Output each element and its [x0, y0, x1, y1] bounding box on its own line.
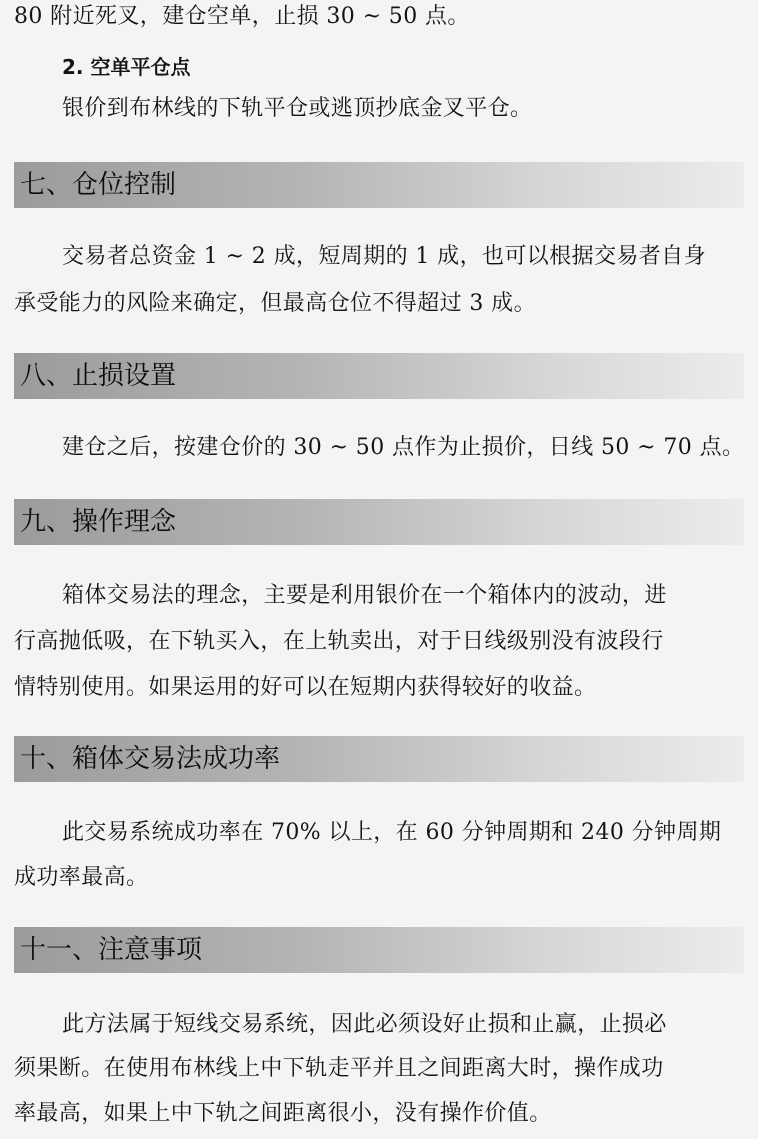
paragraph-line: 行高抛低吸，在下轨买入，在上轨卖出，对于日线级别没有波段行 — [14, 629, 664, 654]
paragraph-line: 率最高，如果上中下轨之间距离很小，没有操作价值。 — [14, 1101, 552, 1126]
section-title-notes: 十一、注意事项 — [20, 935, 203, 965]
paragraph-line: 此交易系统成功率在 70% 以上，在 60 分钟周期和 240 分钟周期 — [62, 820, 722, 845]
section-title-position-control: 七、仓位控制 — [20, 170, 177, 200]
paragraph-line: 成功率最高。 — [14, 865, 149, 890]
subheading-short-close: 2. 空单平仓点 — [62, 55, 191, 79]
section-title-success-rate: 十、箱体交易法成功率 — [20, 744, 281, 774]
paragraph-line: 情特别使用。如果运用的好可以在短期内获得较好的收益。 — [14, 675, 597, 700]
section-title-operation-concept: 九、操作理念 — [20, 507, 177, 537]
paragraph-line: 箱体交易法的理念，主要是利用银价在一个箱体内的波动，进 — [62, 583, 667, 608]
section-title-stop-loss: 八、止损设置 — [20, 361, 177, 391]
paragraph-line: 80 附近死叉，建仓空单，止损 30 ~ 50 点。 — [14, 4, 470, 29]
paragraph-line: 银价到布林线的下轨平仓或逃顶抄底金叉平仓。 — [62, 96, 533, 121]
paragraph-line: 建仓之后，按建仓价的 30 ~ 50 点作为止损价，日线 50 ~ 70 点。 — [62, 435, 745, 460]
paragraph-line: 交易者总资金 1 ~ 2 成，短周期的 1 成，也可以根据交易者自身 — [62, 244, 706, 269]
paragraph-line: 须果断。在使用布林线上中下轨走平并且之间距离大时，操作成功 — [14, 1056, 664, 1081]
paragraph-line: 承受能力的风险来确定，但最高仓位不得超过 3 成。 — [14, 291, 536, 316]
paragraph-line: 此方法属于短线交易系统，因此必须设好止损和止赢，止损必 — [62, 1012, 667, 1037]
